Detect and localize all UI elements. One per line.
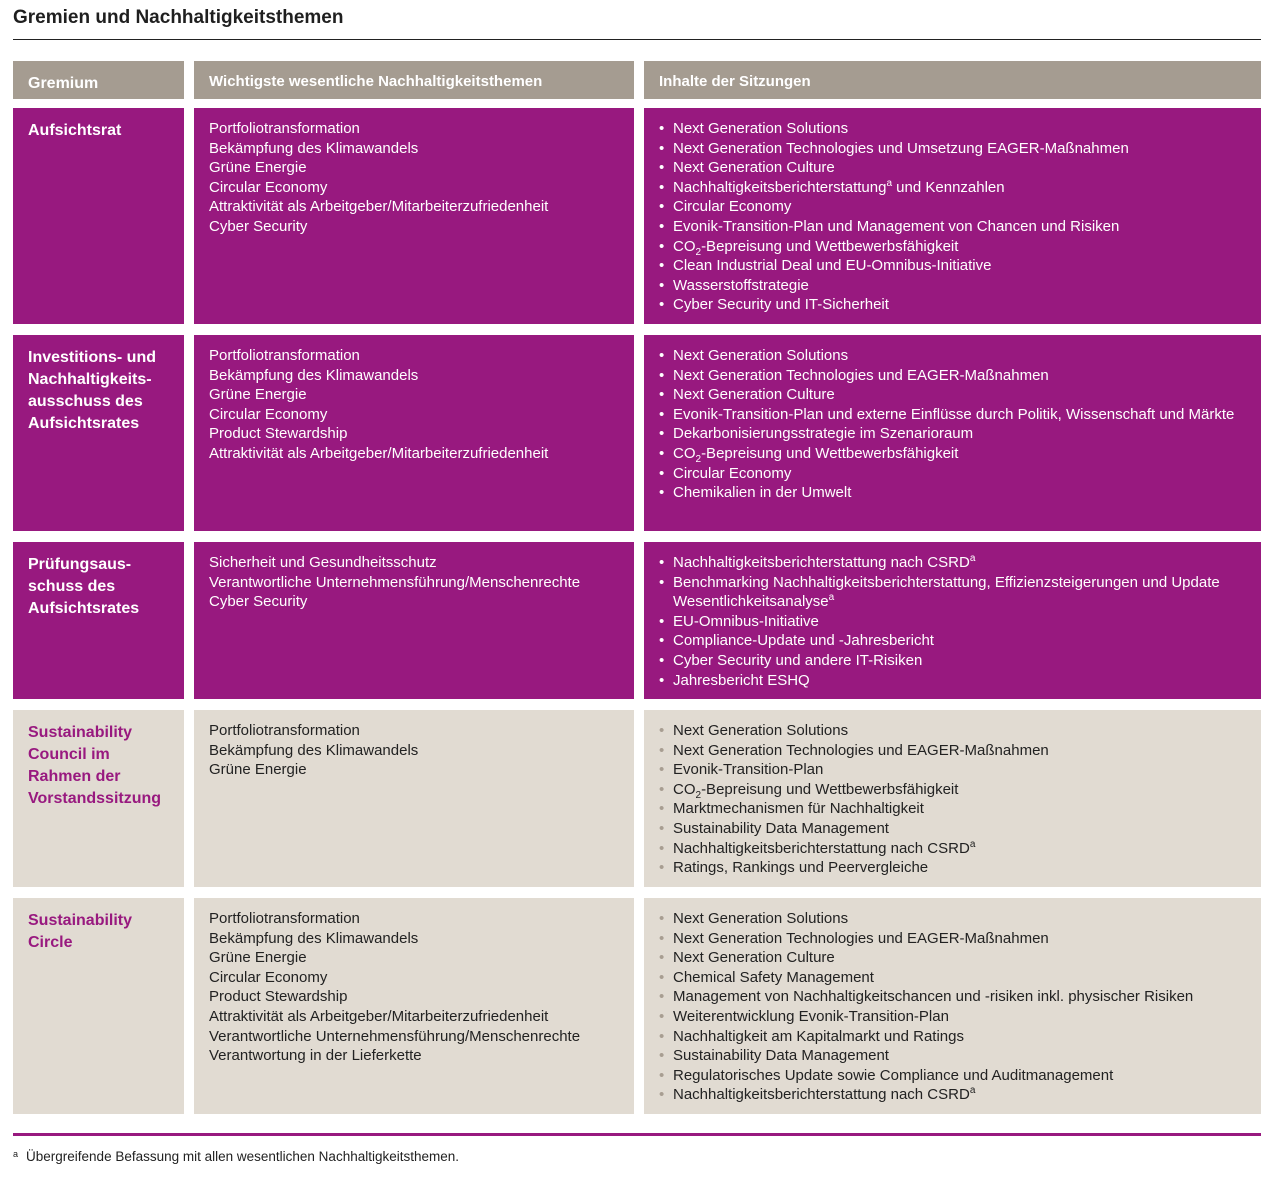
list-item [659,760,1253,780]
topics-cell [194,108,634,324]
topic-item: Verantwortliche Unternehmensführung/Menschenrechte [209,1027,581,1045]
bullet-icon: • [659,257,665,275]
list-item [659,217,1253,237]
content-text: Circular Economy [673,198,792,216]
content-text: Benchmarking Nachhaltigkeitsberichterstattung, Effizienzsteigerungen und Update Wesentlichkeitsanalyse [673,573,1220,611]
list-item [659,631,1253,651]
bullet-icon: • [659,405,665,423]
list-item [659,405,1253,425]
list-item [659,987,1253,1007]
column-header-gremium: Gremium [13,61,184,99]
bullet-icon: • [659,722,665,739]
gremium-name-line: ausschuss des [28,393,143,410]
list-item [659,1046,1253,1066]
list-item [659,948,1253,968]
gremium-cell [13,335,184,531]
topic-item: Grüne Energie [209,949,307,967]
topic-item: Bekämpfung des Klimawandels [209,366,419,384]
topic-item: Attraktivität als Arbeitgeber/Mitarbeiterzufriedenheit [209,198,549,216]
contents-cell [644,898,1261,1114]
list-item [659,968,1253,988]
table-row [13,108,1261,324]
topic-item: Bekämpfung des Klimawandels [209,929,419,947]
footnote-reference: a [969,838,976,850]
table-row [13,542,1261,699]
content-text: Next Generation Technologies und EAGER-Maßnahmen [673,929,1049,947]
list-item [659,464,1253,484]
list-item [659,237,1253,257]
bullet-icon: • [659,968,665,986]
content-text-continued: und Kennzahlen [892,178,1005,196]
gremium-name-line: Sustainability [28,912,133,929]
bullet-icon: • [659,217,665,235]
content-text: Chemikalien in der Umwelt [673,484,852,502]
topic-item: Portfoliotransformation [209,722,360,739]
list-item [659,424,1253,444]
list-item [659,1066,1253,1086]
topic-item: Circular Economy [209,968,328,986]
bullet-icon: • [659,386,665,404]
bullet-icon: • [659,651,665,669]
bullet-icon: • [659,780,665,798]
content-text: Next Generation Technologies und Umsetzung EAGER-Maßnahmen [673,139,1129,157]
topic-item: Cyber Security [209,217,308,235]
topic-item: Verantwortung in der Lieferkette [209,1047,422,1065]
content-text: Evonik-Transition-Plan [673,761,824,779]
bullet-icon: • [659,859,665,877]
bullet-icon: • [659,761,665,779]
content-text: Sustainability Data Management [673,1047,889,1065]
content-text: Wasserstoffstrategie [673,276,809,294]
content-text: Cyber Security und andere IT-Risiken [673,651,923,669]
content-text: EU-Omnibus-Initiative [673,612,819,630]
content-text: Circular Economy [673,464,792,482]
list-item [659,741,1253,761]
bullet-icon: • [659,159,665,177]
topic-item: Grüne Energie [209,159,307,177]
gremium-name-line: Investitions- und [28,349,156,366]
contents-list [659,119,1253,315]
list-item [659,819,1253,839]
bullet-icon: • [659,484,665,502]
gremium-name-line: Prüfungsaus- [28,556,132,573]
gremium-cell [13,710,184,887]
content-text: Sustainability Data Management [673,819,889,837]
content-text: Next Generation Culture [673,386,835,404]
topic-item: Grüne Energie [209,386,307,404]
content-text: Chemical Safety Management [673,968,874,986]
bullet-icon: • [659,1086,665,1104]
subscript: 2 [695,453,702,465]
gremium-cell [13,542,184,699]
gremium-name-line: Aufsichtsrates [28,415,140,432]
list-item [659,295,1253,315]
list-item [659,444,1253,464]
list-item [659,197,1253,217]
content-text: CO [673,237,696,255]
topic-item: Portfoliotransformation [209,347,360,364]
gremium-name-line: Sustainability [28,724,133,741]
list-item [659,929,1253,949]
content-text: Next Generation Solutions [673,910,849,927]
content-text: Evonik-Transition-Plan und externe Einflüsse durch Politik, Wissenschaft und Märkte [673,405,1235,423]
list-item [659,573,1253,612]
bullet-icon: • [659,1027,665,1045]
topic-item: Product Stewardship [209,425,348,443]
content-text: CO [673,444,696,462]
column-header-contents: Inhalte der Sitzungen [644,61,1261,99]
list-item [659,256,1253,276]
bullet-icon: • [659,910,665,927]
content-text: Regulatorisches Update sowie Compliance und Auditmanagement [673,1066,1114,1084]
gremium-name-line: Vorstandssitzung [28,790,162,807]
content-text: Next Generation Solutions [673,120,849,137]
list-item [659,1007,1253,1027]
list-item [659,780,1253,800]
footnote-reference: a [828,592,835,604]
gremium-name-line: Council im [28,746,110,763]
committees-table [13,61,1261,1125]
content-text-continued: -Bepreisung und Wettbewerbsfähigkeit [701,237,959,255]
topic-item: Portfoliotransformation [209,120,360,137]
subscript: 2 [695,246,702,258]
bullet-icon: • [659,366,665,384]
bullet-icon: • [659,464,665,482]
topics-cell [194,898,634,1114]
footnote-mark: a [13,1149,19,1159]
content-text: Cyber Security und IT-Sicherheit [673,296,889,314]
page-title: Gremien und Nachhaltigkeitsthemen [13,7,344,28]
bullet-icon: • [659,139,665,157]
topic-item: Sicherheit und Gesundheitsschutz [209,554,437,571]
bullet-icon: • [659,741,665,759]
content-text: Management von Nachhaltigkeitschancen und -risiken inkl. physischer Risiken [673,988,1194,1006]
topic-item: Attraktivität als Arbeitgeber/Mitarbeiterzufriedenheit [209,1007,549,1025]
gremium-name-line: Circle [28,934,73,951]
content-text: Weiterentwicklung Evonik-Transition-Plan [673,1007,949,1025]
list-item [659,346,1253,366]
topics-cell [194,542,634,699]
content-text: Nachhaltigkeitsberichterstattung nach CSRD [673,839,970,857]
subscript: 2 [695,789,702,801]
list-item [659,483,1253,503]
gremium-name-line: Nachhaltigkeits- [28,371,152,388]
bullet-icon: • [659,573,665,591]
footnote-reference: a [969,1085,976,1097]
gremium-name-line: Aufsichtsrates [28,600,140,617]
content-text: Next Generation Technologies und EAGER-Maßnahmen [673,741,1049,759]
table-header-row [13,61,1261,99]
content-text-continued: -Bepreisung und Wettbewerbsfähigkeit [701,780,959,798]
table-row [13,335,1261,531]
column-header-topics: Wichtigste wesentliche Nachhaltigkeitsthemen [194,61,634,99]
bullet-icon: • [659,296,665,314]
topics-cell [194,335,634,531]
bullet-icon: • [659,949,665,967]
content-text: Nachhaltigkeit am Kapitalmarkt und Ratings [673,1027,964,1045]
topic-item: Circular Economy [209,405,328,423]
topic-item: Attraktivität als Arbeitgeber/Mitarbeiterzufriedenheit [209,444,549,462]
bullet-icon: • [659,276,665,294]
list-item [659,799,1253,819]
content-text: Next Generation Culture [673,159,835,177]
list-item [659,612,1253,632]
title-divider [13,39,1261,40]
table-body [13,108,1261,1114]
bullet-icon: • [659,819,665,837]
list-item [659,721,1253,741]
topics-cell [194,710,634,887]
bullet-icon: • [659,425,665,443]
content-text: Nachhaltigkeitsberichterstattung [673,178,887,196]
table-row [13,898,1261,1114]
gremium-name-line: Rahmen der [28,768,121,785]
gremium-cell [13,898,184,1114]
bullet-icon: • [659,178,665,196]
bullet-icon: • [659,839,665,857]
topic-item: Portfoliotransformation [209,910,360,927]
content-text: Nachhaltigkeitsberichterstattung nach CSRD [673,554,970,571]
content-text: Compliance-Update und -Jahresbericht [673,632,934,650]
content-text: Next Generation Culture [673,949,835,967]
list-item [659,858,1253,878]
list-item [659,119,1253,139]
list-item [659,909,1253,929]
bullet-icon: • [659,198,665,216]
topic-item: Bekämpfung des Klimawandels [209,741,419,759]
topic-item: Verantwortliche Unternehmensführung/Menschenrechte [209,573,581,591]
bullet-icon: • [659,347,665,364]
contents-list [659,909,1253,1105]
bullet-icon: • [659,554,665,571]
contents-cell [644,108,1261,324]
contents-cell [644,542,1261,699]
content-text: Next Generation Solutions [673,347,849,364]
bullet-icon: • [659,800,665,818]
list-item [659,1085,1253,1105]
contents-cell [644,335,1261,531]
list-item [659,178,1253,198]
gremium-name-line: Aufsichtsrat [28,122,122,139]
footnote-text: Übergreifende Befassung mit allen wesentlichen Nachhaltigkeitsthemen. [26,1149,460,1164]
gremium-cell [13,108,184,324]
footnote [13,1149,459,1164]
topic-item: Grüne Energie [209,761,307,779]
contents-cell [644,710,1261,887]
list-item [659,385,1253,405]
topic-item: Circular Economy [209,178,328,196]
contents-list [659,721,1253,878]
topic-item: Cyber Security [209,593,308,611]
list-item [659,553,1253,573]
bullet-icon: • [659,612,665,630]
content-text: Nachhaltigkeitsberichterstattung nach CSRD [673,1086,970,1104]
topic-item: Product Stewardship [209,988,348,1006]
list-item [659,651,1253,671]
list-item [659,276,1253,296]
bullet-icon: • [659,120,665,137]
content-text: Dekarbonisierungsstrategie im Szenarioraum [673,425,974,443]
list-item [659,671,1253,691]
bullet-icon: • [659,671,665,689]
gremium-name-line: schuss des [28,578,116,595]
bullet-icon: • [659,1047,665,1065]
bullet-icon: • [659,988,665,1006]
contents-list [659,346,1253,503]
content-text: Next Generation Solutions [673,722,849,739]
contents-list [659,553,1253,690]
content-text-continued: -Bepreisung und Wettbewerbsfähigkeit [701,444,959,462]
bullet-icon: • [659,1066,665,1084]
list-item [659,839,1253,859]
footnote-reference: a [969,553,976,564]
content-text: Next Generation Technologies und EAGER-Maßnahmen [673,366,1049,384]
footnote-reference: a [886,177,893,189]
footer-divider [13,1133,1261,1136]
content-text: Ratings, Rankings und Peervergleiche [673,859,929,877]
topic-item: Bekämpfung des Klimawandels [209,139,419,157]
content-text: Jahresbericht ESHQ [673,671,810,689]
bullet-icon: • [659,444,665,462]
content-text: CO [673,780,696,798]
bullet-icon: • [659,237,665,255]
bullet-icon: • [659,929,665,947]
list-item [659,158,1253,178]
list-item [659,1027,1253,1047]
content-text: Marktmechanismen für Nachhaltigkeit [673,800,924,818]
list-item [659,366,1253,386]
bullet-icon: • [659,1007,665,1025]
content-text: Clean Industrial Deal und EU-Omnibus-Initiative [673,257,992,275]
content-text: Evonik-Transition-Plan und Management von Chancen und Risiken [673,217,1120,235]
list-item [659,139,1253,159]
table-row [13,710,1261,887]
bullet-icon: • [659,632,665,650]
